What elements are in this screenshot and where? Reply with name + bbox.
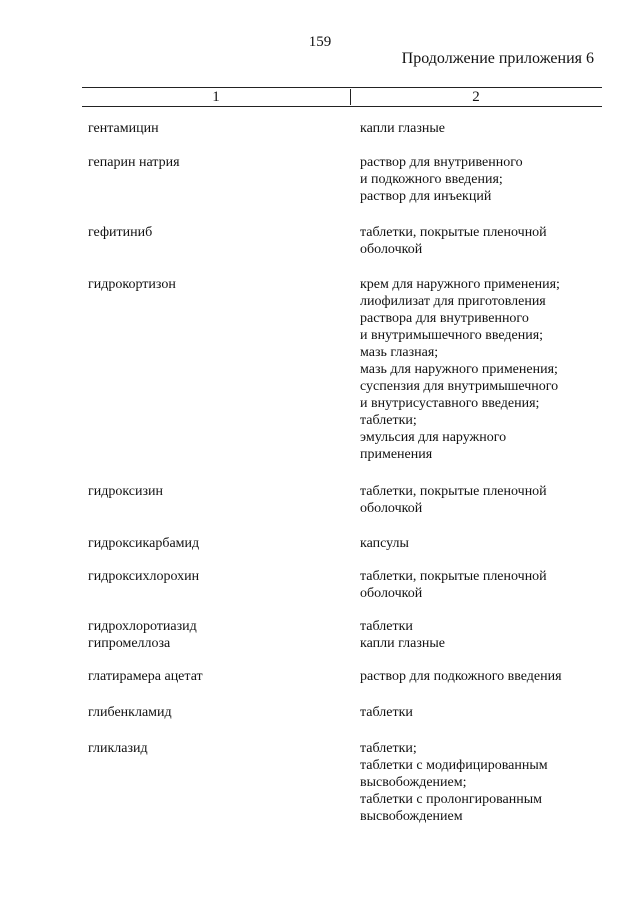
dosage-form xyxy=(360,740,600,825)
dosage-form-line: капсулы xyxy=(360,536,409,551)
dosage-form-line: капли глазные xyxy=(360,636,445,651)
dosage-form-line: таблетки; xyxy=(360,413,417,428)
dosage-form-line: таблетки, покрытые пленочной xyxy=(360,484,547,499)
dosage-form xyxy=(360,568,600,602)
dosage-form xyxy=(360,668,600,685)
dosage-form-line: таблетки, покрытые пленочной xyxy=(360,225,547,240)
dosage-form-line: крем для наружного применения; xyxy=(360,277,560,292)
dosage-form-line: таблетки xyxy=(360,705,413,720)
column-header-2: 2 xyxy=(472,89,480,105)
drug-name-line: гефитиниб xyxy=(88,225,153,240)
dosage-form xyxy=(360,154,600,205)
dosage-form-line: раствор для внутривенного xyxy=(360,155,523,170)
dosage-form-line: и внутримышечного введения; xyxy=(360,328,544,343)
dosage-form-line: оболочкой xyxy=(360,586,423,601)
dosage-form-line: мазь для наружного применения; xyxy=(360,362,558,377)
dosage-form-line: раствор для подкожного введения xyxy=(360,669,562,684)
dosage-form-line: таблетки xyxy=(360,619,413,634)
drug-name xyxy=(88,704,348,721)
dosage-form-line: лиофилизат для приготовления xyxy=(360,294,546,309)
drug-name-line: гликлазид xyxy=(88,741,148,756)
dosage-form xyxy=(360,276,600,463)
dosage-form-line: мазь глазная; xyxy=(360,345,439,360)
dosage-form-line: применения xyxy=(360,447,433,462)
dosage-form-line: и подкожного введения; xyxy=(360,172,503,187)
dosage-form xyxy=(360,618,600,652)
dosage-form-line: таблетки, покрытые пленочной xyxy=(360,569,547,584)
drug-name-line: гидроксихлорохин xyxy=(88,569,200,584)
drug-name xyxy=(88,224,348,241)
drug-name xyxy=(88,740,348,757)
dosage-form-line: высвобождением; xyxy=(360,775,467,790)
drug-name-line: гентамицин xyxy=(88,121,159,136)
drug-name-line: гепарин натрия xyxy=(88,155,180,170)
dosage-form-line: раствора для внутривенного xyxy=(360,311,529,326)
appendix-note: Продолжение приложения 6 xyxy=(401,50,594,67)
page-number: 159 xyxy=(308,34,332,50)
dosage-form-line: капли глазные xyxy=(360,121,445,136)
drug-name xyxy=(88,535,348,552)
drug-name-line: гидрохлоротиазид xyxy=(88,619,197,634)
dosage-form-line: и внутрисуставного введения; xyxy=(360,396,540,411)
dosage-form xyxy=(360,120,600,137)
drug-name xyxy=(88,276,348,293)
drug-name xyxy=(88,668,348,685)
dosage-form-line: эмульсия для наружного xyxy=(360,430,507,445)
drug-name-line: гипромеллоза xyxy=(88,636,171,651)
dosage-form-line: таблетки с пролонгированным xyxy=(360,792,543,807)
dosage-form-line: оболочкой xyxy=(360,501,423,516)
dosage-form-line: раствор для инъекций xyxy=(360,189,492,204)
drug-name xyxy=(88,568,348,585)
drug-name-line: гидроксизин xyxy=(88,484,164,499)
dosage-form xyxy=(360,483,600,517)
drug-name-line: гидроксикарбамид xyxy=(88,536,200,551)
dosage-form xyxy=(360,704,600,721)
table-header xyxy=(82,87,602,107)
drug-name-line: гидрокортизон xyxy=(88,277,176,292)
drug-name xyxy=(88,154,348,171)
dosage-form-line: таблетки с модифицированным xyxy=(360,758,548,773)
dosage-form-line: высвобождением xyxy=(360,809,463,824)
drug-name-line: глатирамера ацетат xyxy=(88,669,203,684)
drug-name xyxy=(88,483,348,500)
drug-name xyxy=(88,120,348,137)
dosage-form xyxy=(360,535,600,552)
dosage-form-line: оболочкой xyxy=(360,242,423,257)
dosage-form-line: таблетки; xyxy=(360,741,417,756)
column-header-1: 1 xyxy=(82,89,351,105)
drug-name-line: глибенкламид xyxy=(88,705,172,720)
drug-name xyxy=(88,618,348,652)
dosage-form-line: суспензия для внутримышечного xyxy=(360,379,559,394)
dosage-form xyxy=(360,224,600,258)
